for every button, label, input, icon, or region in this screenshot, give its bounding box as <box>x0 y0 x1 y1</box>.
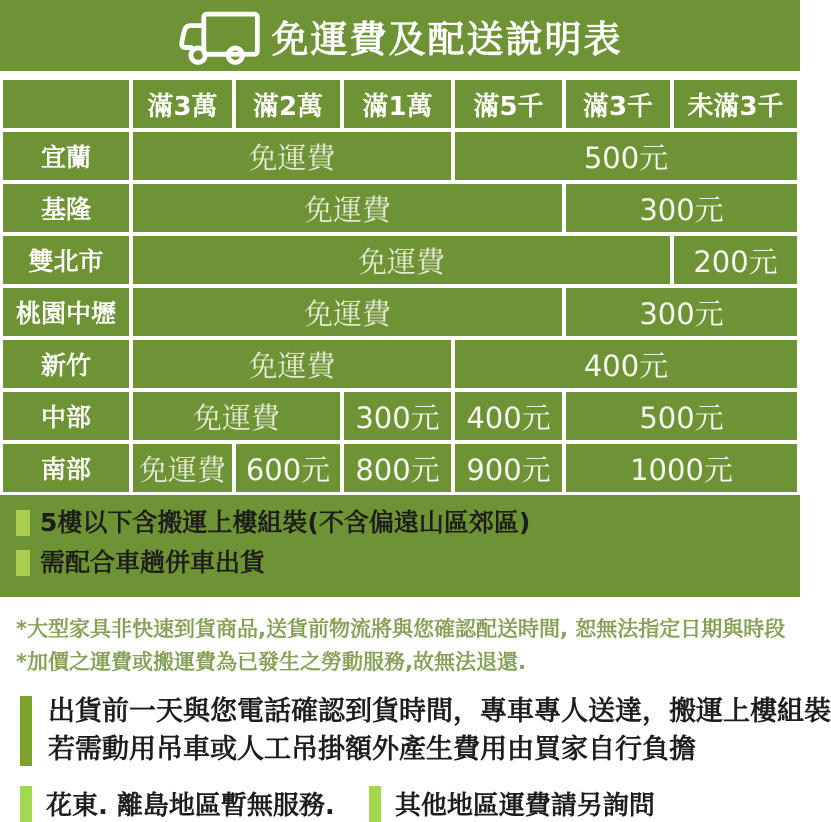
bottom-note-item <box>20 785 335 822</box>
free-shipping-cell: 免運費 <box>133 444 232 492</box>
green-note-item <box>16 543 800 583</box>
fee-cell: 800元 <box>344 444 451 492</box>
free-shipping-cell: 免運費 <box>133 340 451 388</box>
region-label: 雙北市 <box>3 236 129 284</box>
fee-cell: 500元 <box>455 132 797 180</box>
vertical-bar-icon <box>20 786 32 822</box>
bottom-notes <box>20 785 800 822</box>
green-notes <box>0 495 800 597</box>
green-note-item <box>16 503 800 543</box>
fee-cell: 300元 <box>344 392 451 440</box>
region-label: 桃園中壢 <box>3 288 129 336</box>
fee-cell: 1000元 <box>566 444 797 492</box>
column-header: 滿1萬 <box>344 80 451 128</box>
fee-cell: 400元 <box>455 392 562 440</box>
table-corner-cell <box>3 80 129 128</box>
square-bullet-icon <box>16 510 30 536</box>
free-shipping-cell: 免運費 <box>133 184 562 232</box>
square-bullet-icon <box>16 550 30 576</box>
bottom-note-item <box>369 785 655 822</box>
column-header: 未滿3千 <box>674 80 797 128</box>
fine-print-line: *大型家具非快速到貨商品,送貨前物流將與您確認配送時間, 恕無法指定日期與時段 <box>16 617 786 641</box>
region-label: 南部 <box>3 444 129 492</box>
shipping-fee-table <box>0 77 800 495</box>
bottom-note-text: 花東. 離島地區暫無服務. <box>46 791 335 821</box>
fee-cell: 400元 <box>455 340 797 388</box>
free-shipping-cell: 免運費 <box>133 236 670 284</box>
fee-cell: 900元 <box>455 444 562 492</box>
truck-icon <box>178 9 264 67</box>
column-header: 滿2萬 <box>236 80 340 128</box>
delivery-note-line: 若需動用吊車或人工吊掛額外產生費用由買家自行負擔 <box>48 734 696 765</box>
vertical-bar-icon <box>369 786 381 822</box>
green-note-text: 5樓以下含搬運上樓組裝(不含偏遠山區郊區) <box>40 508 531 537</box>
fee-cell: 300元 <box>566 288 797 336</box>
delivery-note <box>20 693 831 769</box>
region-label: 基隆 <box>3 184 129 232</box>
fee-cell: 300元 <box>566 184 797 232</box>
column-header: 滿3萬 <box>133 80 232 128</box>
green-note-text: 需配合車趟併車出貨 <box>40 548 266 577</box>
free-shipping-cell: 免運費 <box>133 288 562 336</box>
vertical-bar-icon <box>20 696 32 766</box>
title-bar <box>0 0 800 71</box>
fee-cell: 200元 <box>674 236 797 284</box>
free-shipping-cell: 免運費 <box>133 392 340 440</box>
fee-cell: 600元 <box>236 444 340 492</box>
free-shipping-cell: 免運費 <box>133 132 451 180</box>
fine-print <box>16 613 800 679</box>
page-title: 免運費及配送說明表 <box>271 17 623 61</box>
delivery-note-line: 出貨前一天與您電話確認到貨時間，專車專人送達，搬運上樓組裝 <box>48 696 831 727</box>
delivery-note-text <box>48 693 831 769</box>
fine-print-line: *加價之運費或搬運費為已發生之勞動服務,故無法退還. <box>16 650 526 674</box>
region-label: 中部 <box>3 392 129 440</box>
bottom-note-text: 其他地區運費請另詢問 <box>394 791 655 821</box>
column-header: 滿5千 <box>455 80 562 128</box>
region-label: 新竹 <box>3 340 129 388</box>
fee-cell: 500元 <box>566 392 797 440</box>
region-label: 宜蘭 <box>3 132 129 180</box>
column-header: 滿3千 <box>566 80 670 128</box>
